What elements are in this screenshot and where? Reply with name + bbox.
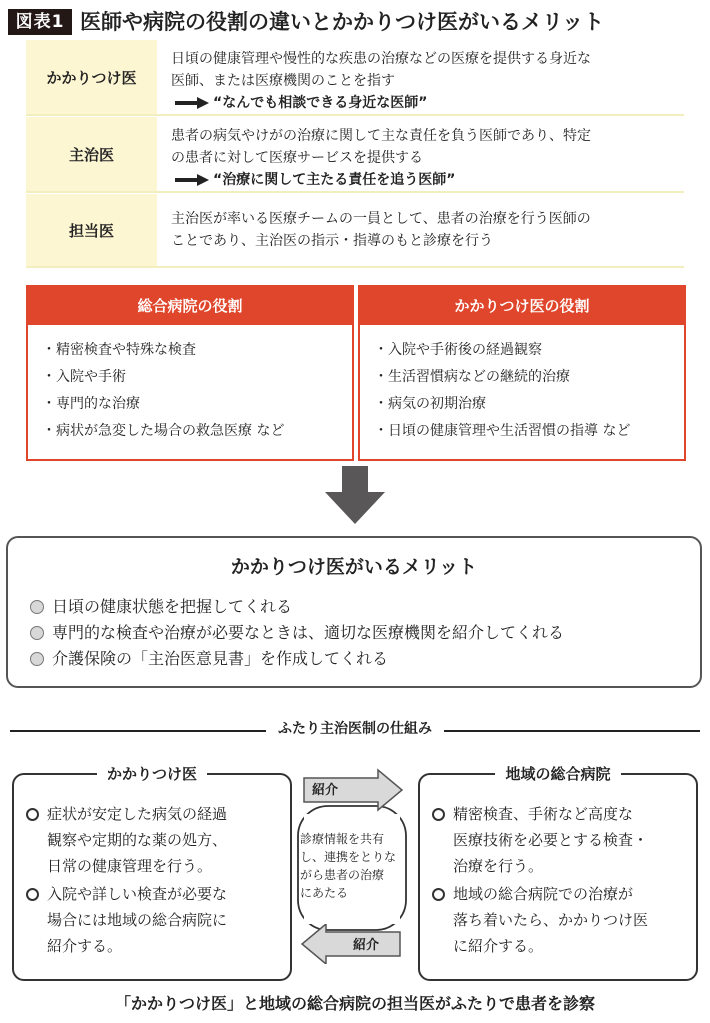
box-title-text: かかりつけ医: [97, 765, 207, 783]
definition-label: かかりつけ医: [26, 40, 157, 114]
merits-box: [6, 536, 702, 688]
list-item: [432, 881, 688, 959]
regional-hospital-list: [432, 801, 688, 961]
definition-line: 患者の病気やけがの治療に関して主な責任を負う医師であり、特定: [171, 128, 591, 144]
definition-summary: [171, 92, 684, 114]
role-box-title: 総合病院の役割: [28, 287, 352, 325]
role-list: [360, 325, 684, 445]
referral-label-top: 紹介: [312, 783, 339, 798]
figure-badge: 図表1: [8, 9, 72, 35]
definition-label: 主治医: [26, 117, 157, 191]
list-item-line: 日常の健康管理を行う。: [47, 857, 213, 875]
family-doctor-box: [12, 765, 292, 981]
merit-item: [30, 646, 564, 672]
definition-text: [157, 40, 684, 114]
list-item-line: 場合には地域の総合病院に: [47, 911, 228, 929]
list-item-line: 医療技術を必要とする検査・: [453, 831, 649, 849]
right-arrow-icon: [175, 97, 209, 109]
definition-line: ことであり、主治医の指示・指導のもと診療を行う: [171, 233, 493, 249]
list-item-line: 紹介する。: [47, 937, 123, 955]
definition-line: 主治医が率いる医療チームの一員として、患者の治療を行う医師の: [171, 211, 591, 227]
list-item: [432, 801, 688, 879]
merits-title: かかりつけ医がいるメリット: [230, 556, 478, 578]
list-item-line: 治療を行う。: [453, 857, 544, 875]
list-item-line: 落ち着いたら、かかりつけ医: [453, 911, 649, 929]
bullet-circle-icon: [30, 652, 44, 666]
merit-item: [30, 620, 564, 646]
definition-summary: [171, 169, 684, 191]
role-item: ・病気の初期治療: [374, 396, 486, 412]
definitions-table: [26, 40, 684, 266]
family-doctor-list: [26, 801, 282, 961]
merits-list: [30, 594, 564, 672]
definition-summary-text: “なんでも相談できる身近な医師”: [213, 95, 428, 111]
regional-hospital-box: [418, 765, 698, 981]
role-item: ・専門的な治療: [42, 396, 140, 412]
list-item-line: に紹介する。: [453, 937, 544, 955]
definition-line: 医師、または医療機関のことを指す: [171, 73, 395, 89]
merit-text: 日頃の健康状態を把握してくれる: [52, 597, 293, 616]
section-label: [0, 718, 710, 738]
role-box-title: かかりつけ医の役割: [360, 287, 684, 325]
role-item: ・入院や手術後の経過観察: [374, 342, 542, 358]
role-item: ・精密検査や特殊な検査: [42, 342, 196, 358]
bullet-ring-icon: [26, 808, 39, 821]
bullet-circle-icon: [30, 626, 44, 640]
box-title-text: 地域の総合病院: [495, 765, 620, 783]
role-item: ・病状が急変した場合の救急医療 など: [42, 423, 285, 439]
definition-line: 日頃の健康管理や慢性的な疾患の治療などの医療を提供する身近な: [171, 51, 591, 67]
list-item: [26, 801, 282, 879]
bullet-ring-icon: [432, 888, 445, 901]
list-item: [26, 881, 282, 959]
figure-title: 医師や病院の役割の違いとかかりつけ医がいるメリット: [80, 10, 605, 34]
role-item: ・日頃の健康管理や生活習慣の指導 など: [374, 423, 631, 439]
center-line: し、連携をとりな: [300, 850, 397, 864]
list-item-line: 地域の総合病院での治療が: [453, 885, 634, 903]
merit-text: 専門的な検査や治療が必要なときは、適切な医療機関を紹介してくれる: [52, 623, 565, 642]
bullet-ring-icon: [432, 808, 445, 821]
bullet-ring-icon: [26, 888, 39, 901]
center-description: [300, 830, 400, 902]
definition-summary-text: “治療に関して主たる責任を追う医師”: [213, 172, 456, 188]
role-item: ・生活習慣病などの継続的治療: [374, 369, 570, 385]
definition-line: の患者に対して医療サービスを提供する: [171, 150, 423, 166]
referral-label-bottom: 紹介: [353, 938, 380, 953]
down-arrow-icon: [325, 466, 385, 524]
role-item: ・入院や手術: [42, 369, 126, 385]
center-line: にあたる: [300, 886, 349, 900]
section-label-text: ふたり主治医制の仕組み: [266, 721, 444, 737]
definition-row-tantoi: [26, 194, 684, 266]
list-item-line: 症状が安定した病気の経過: [47, 805, 228, 823]
definition-row-kakaritsuke: [26, 40, 684, 114]
footer-caption: 「かかりつけ医」と地域の総合病院の担当医がふたりで患者を診察: [114, 994, 595, 1013]
list-item-line: 精密検査、手術など高度な: [453, 805, 634, 823]
definition-text: [157, 117, 684, 191]
definition-label: 担当医: [26, 194, 157, 266]
family-doctor-role-box: [358, 285, 686, 461]
general-hospital-role-box: [26, 285, 354, 461]
list-item-line: 入院や詳しい検査が必要な: [47, 885, 228, 903]
regional-hospital-box-title: [420, 763, 696, 784]
center-line: 診療情報を共有: [300, 832, 385, 846]
family-doctor-box-title: [14, 763, 290, 784]
bullet-circle-icon: [30, 600, 44, 614]
definition-text: [157, 194, 684, 266]
center-line: がら患者の治療: [300, 868, 385, 882]
role-list: [28, 325, 352, 445]
list-item-line: 観察や定期的な薬の処方、: [47, 831, 228, 849]
merit-item: [30, 594, 564, 620]
right-arrow-icon: [175, 174, 209, 186]
merit-text: 介護保険の「主治医意見書」を作成してくれる: [52, 649, 389, 668]
definition-row-shujii: [26, 117, 684, 191]
